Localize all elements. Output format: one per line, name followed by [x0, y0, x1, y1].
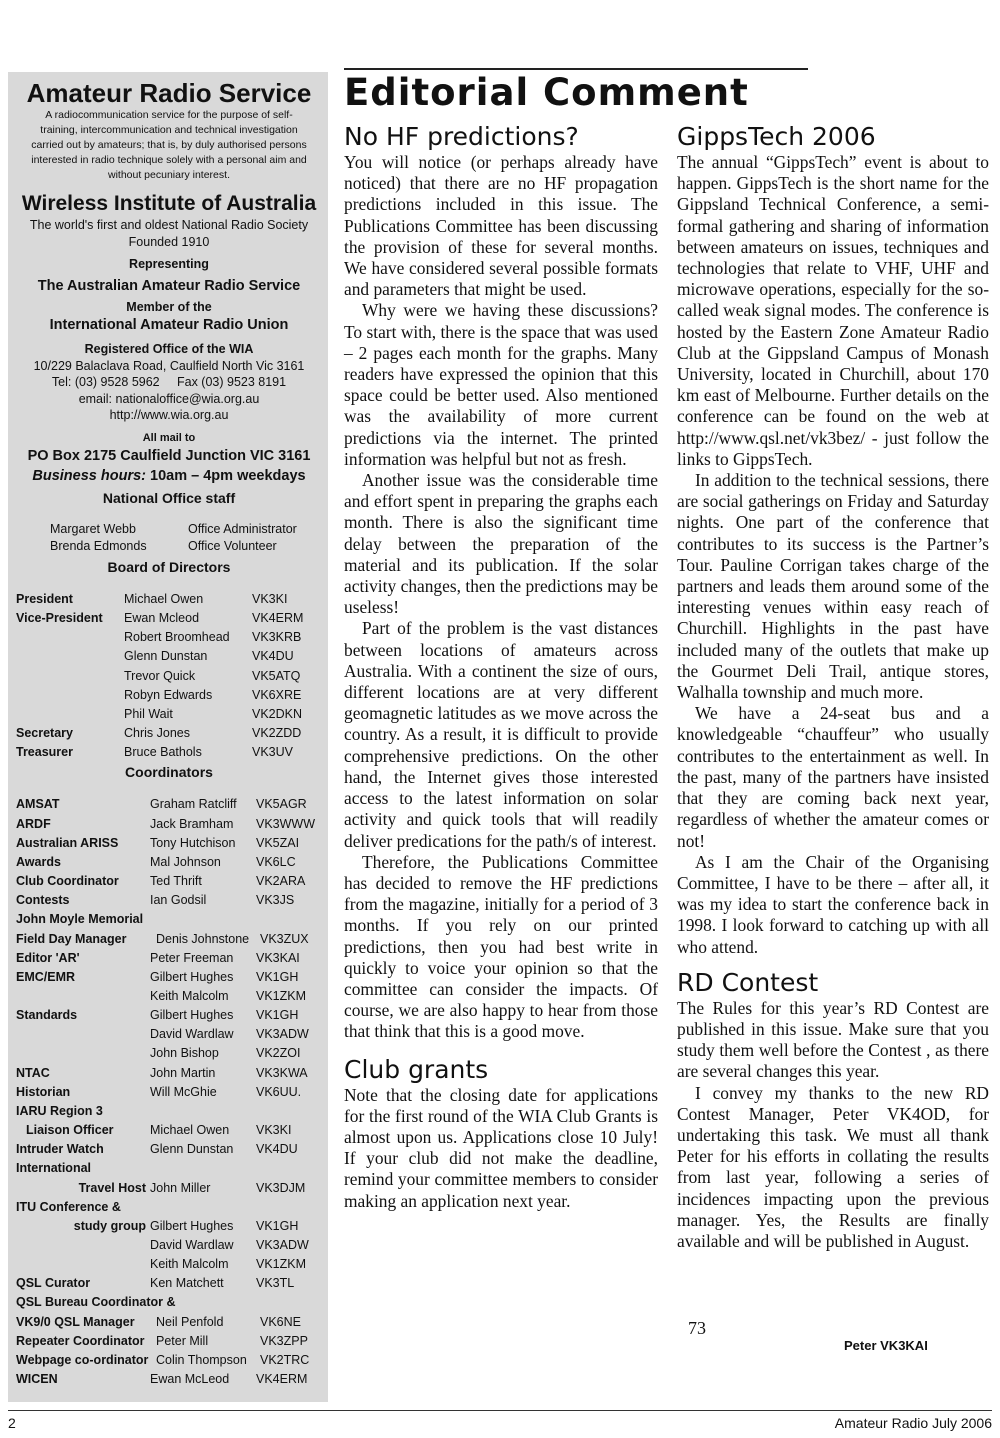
person-name: John Miller	[150, 1180, 211, 1195]
person-name: Ewan McLeod	[150, 1372, 230, 1387]
role-label: Treasurer	[16, 745, 73, 760]
coordinator-row	[16, 1006, 322, 1025]
office-website: http://www.wia.org.au	[109, 408, 229, 422]
role-label: International	[16, 1161, 92, 1176]
staff-role: Office Volunteer	[188, 539, 277, 553]
coordinator-row	[16, 853, 322, 872]
person-name: Glenn Dunstan	[150, 1142, 234, 1157]
person-name: Chris Jones	[124, 726, 190, 741]
page-footer	[8, 1410, 992, 1431]
business-hours	[16, 466, 322, 486]
coordinator-row	[16, 1236, 322, 1255]
office-phone: Tel: (03) 9528 5962 Fax (03) 9523 8191	[51, 375, 287, 389]
coordinator-row	[16, 872, 322, 891]
board-list	[16, 590, 322, 762]
callsign: VK1ZKM	[256, 1257, 307, 1272]
paragraph: Therefore, the Publications Committee has decided to remove the HF predictions from the magazine, initially for a period of 3 months. If you rely on our printed predictions, then you had best write in quickly to voice your opinion so that the committee can consider the impacts. Of course, we are also happy to hear from those that think that this is a good move.	[344, 851, 658, 1042]
section-title: RD Contest	[677, 967, 819, 997]
wia-info-sidebar	[8, 72, 328, 1402]
editorial-heading: Editorial Comment	[344, 71, 749, 114]
callsign: VK2ARA	[256, 874, 306, 889]
callsign: VK6XRE	[252, 687, 302, 702]
role-label: Historian	[16, 1084, 71, 1099]
person-name: David Wardlaw	[150, 1027, 234, 1042]
sidebar-title: Amateur Radio Service	[26, 78, 312, 108]
person-name: Peter Freeman	[150, 950, 234, 965]
coordinator-row	[16, 891, 322, 910]
role-label: WICEN	[16, 1372, 58, 1387]
coordinator-row	[16, 1044, 322, 1063]
person-name: Ian Godsil	[150, 893, 207, 908]
coordinator-row	[16, 1121, 322, 1140]
wia-title: Wireless Institute of Australia	[21, 192, 317, 215]
representing-label: Representing	[129, 257, 209, 271]
coordinator-row	[16, 1198, 322, 1217]
callsign: VK3ZUX	[260, 931, 309, 946]
paragraph: In addition to the technical sessions, there are social gatherings on Friday and Saturday nights. One part of the conference that contributes to its success is the Partner’s Tour. Pauline Corrigan takes charge of the partners and leads them around some of the interesting venues within easy reach of Churchill. Highlights in the past have included many of the outlets that make up the Gourmet Deli Trail, antique stores, Walhalla township and much more.	[677, 470, 989, 703]
person-name: Phil Wait	[124, 706, 173, 721]
coordinator-row	[16, 949, 322, 968]
person-name: Ted Thrift	[150, 874, 202, 889]
role-label: Field Day Manager	[16, 931, 127, 946]
person-name: Jack Bramham	[150, 816, 234, 831]
role-label	[16, 705, 124, 724]
person-name: David Wardlaw	[150, 1238, 234, 1252]
person-name: Will McGhie	[150, 1084, 217, 1099]
coordinator-row	[16, 1179, 322, 1198]
person-name: Graham Ratcliff	[150, 797, 237, 812]
board-heading: Board of Directors	[107, 559, 231, 575]
role-label	[16, 1255, 150, 1274]
person-name: Ken Matchett	[150, 1276, 224, 1291]
paragraph: You will notice (or perhaps already have noticed) that there are no HF propagation predictions included in this issue. The Publications Committee has been discussing the provision of these for several months. We have considered several possible formats and parameters that might be used.	[344, 152, 658, 300]
role-label: Club Coordinator	[16, 874, 119, 889]
coordinator-row	[16, 795, 322, 814]
coordinator-row	[16, 1274, 322, 1293]
callsign: VK5ZAI	[256, 835, 300, 850]
callsign: VK3KI	[252, 592, 288, 606]
coordinator-row	[16, 1140, 322, 1159]
definition-line: training, intercommunication and technical investigation	[40, 124, 298, 136]
role-label	[16, 628, 124, 647]
callsign: VK6LC	[256, 854, 296, 869]
callsign: VK2ZOI	[256, 1046, 301, 1061]
person-name: Robyn Edwards	[124, 687, 213, 702]
callsign: VK3DJM	[256, 1180, 306, 1195]
callsign: VK3ZPP	[260, 1333, 308, 1348]
paragraph: We have a 24-seat bus and a knowledgeable “chauffeur” who usually contributes to the entertainment as well. In the past, many of the partners have insisted that they are coming back next year, regardless of whether the amateur comes or not!	[677, 703, 989, 851]
mail-heading: All mail to	[142, 431, 196, 444]
director-row	[16, 686, 322, 705]
role-label: Editor 'AR'	[16, 950, 80, 965]
role-label: Standards	[16, 1008, 78, 1023]
callsign: VK2ZDD	[252, 726, 302, 741]
role-label: Liaison Officer	[26, 1123, 114, 1138]
person-name: Gilbert Hughes	[150, 1008, 234, 1023]
role-label: IARU Region 3	[16, 1103, 103, 1118]
person-name: Michael Owen	[124, 592, 204, 606]
callsign: VK6NE	[260, 1314, 301, 1329]
person-name: Bruce Bathols	[124, 745, 202, 760]
callsign: VK3ADW	[256, 1027, 309, 1042]
coordinator-row	[16, 1293, 322, 1312]
section-title: No HF predictions?	[344, 122, 579, 151]
coordinator-row	[16, 930, 322, 949]
callsign: VK1ZKM	[256, 988, 307, 1003]
person-name: John Bishop	[150, 1046, 219, 1061]
member-of-label: Member of the	[126, 299, 212, 314]
role-label: AMSAT	[16, 797, 60, 812]
hours-value: 10am – 4pm weekdays	[146, 468, 306, 484]
person-name: Keith Malcolm	[150, 1257, 229, 1272]
callsign: VK1GH	[256, 969, 299, 984]
paragraph: Another issue was the considerable time and effort spent in preparing the graphs each month. There is also the significant time delay between the preparation of the material and its publication. If the solar activity changes, then the predictions may be useless!	[344, 470, 658, 618]
role-label: President	[16, 592, 73, 606]
coordinator-row	[16, 1332, 322, 1351]
role-label	[16, 987, 150, 1006]
callsign: VK5AGR	[256, 797, 307, 812]
page-number: 2	[8, 1415, 16, 1431]
paragraph: The Rules for this year’s RD Contest are published in this issue. Make sure that you study them well before the Contest , as there are several changes this year.	[677, 997, 989, 1082]
office-email: email: nationaloffice@wia.org.au	[78, 391, 260, 406]
role-label	[16, 686, 124, 705]
coordinator-row	[16, 1351, 322, 1370]
paragraph: As I am the Chair of the Organising Committee, I have to be there – after all, it was my idea to start the conference back in 1998. I look forward to catching up with all who attend.	[677, 851, 989, 957]
person-name: Mal Johnson	[150, 854, 221, 869]
article-column-left	[344, 122, 658, 1212]
callsign: VK4DU	[252, 649, 294, 664]
callsign: VK2TRC	[260, 1352, 310, 1367]
role-label	[16, 1025, 150, 1044]
staff-list	[16, 521, 322, 555]
role-label: Contests	[16, 893, 70, 908]
coordinator-row	[16, 1083, 322, 1102]
paragraph: The annual “GippsTech” event is about to happen. GippsTech is the short name for the Gippsland Technical Conference, a semi-formal gathering and sharing of information between amateurs on issues, techniques and technologies that relate to VHF, UHF and microwave operations, especially for the so-called weak signal modes. The conference is hosted by the Eastern Zone Amateur Radio Club at the Gippsland Campus of Monash University, located in Churchill, about 170 km east of Melbourne. Further details on the conference can be found on the web at http://www.qsl.net/vk3bez/ - just follow the links to GippsTech.	[677, 152, 989, 469]
wia-subtitle: The world's first and oldest National Radio Society	[29, 218, 309, 232]
director-row	[16, 609, 322, 628]
callsign: VK3KAI	[256, 950, 300, 965]
coordinator-row	[16, 1102, 322, 1121]
wia-founded: Founded 1910	[128, 234, 210, 249]
role-label: ARDF	[16, 816, 51, 831]
director-row	[16, 667, 322, 686]
role-label: VK9/0 QSL Manager	[16, 1314, 135, 1329]
callsign: VK4ERM	[256, 1372, 308, 1387]
person-name: Neil Penfold	[156, 1314, 224, 1329]
person-name: Gilbert Hughes	[150, 969, 234, 984]
po-box: PO Box 2175 Caulfield Junction VIC 3161	[27, 448, 311, 464]
callsign: VK1GH	[256, 1008, 299, 1023]
director-row	[16, 628, 322, 647]
callsign: VK1GH	[256, 1218, 299, 1233]
role-label: Travel Host	[78, 1180, 146, 1195]
director-row	[16, 590, 322, 609]
staff-name: Margaret Webb	[50, 522, 136, 536]
callsign: VK3UV	[252, 745, 293, 760]
director-row	[16, 724, 322, 743]
callsign: VK3KWA	[256, 1065, 308, 1080]
coordinator-row	[16, 815, 322, 834]
person-name: Keith Malcolm	[150, 988, 229, 1003]
role-label: Repeater Coordinator	[16, 1333, 145, 1348]
coordinator-row	[16, 987, 322, 1006]
definition-line: without pecuniary interest.	[108, 169, 230, 181]
person-name: Robert Broomhead	[124, 630, 230, 645]
person-name: John Martin	[150, 1065, 216, 1080]
role-label: John Moyle Memorial	[16, 912, 144, 927]
staff-heading: National Office staff	[102, 490, 236, 506]
callsign: VK5ATQ	[252, 668, 301, 683]
callsign: VK3KI	[256, 1123, 292, 1138]
callsign: VK3ADW	[256, 1238, 309, 1252]
staff-role: Office Administrator	[188, 522, 297, 536]
magazine-issue: Amateur Radio July 2006	[834, 1415, 992, 1431]
definition-line: carried out by amateurs; that is, by duly authorised persons	[31, 139, 307, 151]
director-row	[16, 647, 322, 666]
section-title: GippsTech 2006	[677, 122, 876, 151]
callsign: VK4ERM	[252, 611, 304, 626]
coordinator-row	[16, 1370, 322, 1389]
person-name: Tony Hutchison	[150, 835, 236, 850]
person-name: Michael Owen	[150, 1123, 230, 1138]
person-name: Denis Johnstone	[156, 931, 250, 946]
role-label: EMC/EMR	[16, 969, 76, 984]
role-label: ITU Conference &	[16, 1199, 121, 1214]
coordinator-row	[16, 910, 322, 929]
person-name: Peter Mill	[156, 1333, 209, 1348]
role-label: Intruder Watch	[16, 1142, 104, 1157]
editorial-header	[344, 68, 808, 114]
role-label: NTAC	[16, 1065, 50, 1080]
paragraph: Note that the closing date for applications for the first round of the WIA Club Grants is almost upon us. Applications close 10 July! If your club did not make the deadline, remind your committee members to consider making an application next year.	[344, 1084, 658, 1211]
paragraph: Part of the problem is the vast distances between locations of amateurs across Australia. With a continent the size of ours, different locations are at very different geomagnetic latitudes as we move across the country. As a result, it is difficult to provide comprehensive predictions. On the other hand, the Internet gives those interested access to the latest information on solar activity and quick tools that will readily deliver predications for the path/s of interest.	[344, 618, 658, 851]
hours-label: Business hours:	[32, 468, 146, 484]
definition-line: interested in radio technique solely with a personal aim and	[31, 154, 307, 166]
callsign: VK6UU.	[256, 1084, 302, 1099]
person-name: Colin Thompson	[156, 1352, 247, 1367]
coordinators-heading: Coordinators	[125, 764, 213, 781]
person-name: Glenn Dunstan	[124, 649, 208, 664]
role-label: Australian ARISS	[16, 835, 119, 850]
role-label	[16, 1044, 150, 1063]
role-label: QSL Bureau Coordinator &	[16, 1295, 176, 1310]
service-name: The Australian Amateur Radio Service	[37, 277, 301, 294]
role-label: study group	[73, 1218, 146, 1233]
section-title: Club grants	[344, 1054, 489, 1084]
callsign: VK3KRB	[252, 630, 302, 645]
director-row	[16, 743, 322, 762]
iaru-name: International Amateur Radio Union	[49, 317, 289, 333]
callsign: VK2DKN	[252, 706, 303, 721]
office-address: 10/229 Balaclava Road, Caulfield North Vic 3161	[33, 358, 305, 373]
person-name: Gilbert Hughes	[150, 1218, 234, 1233]
coordinator-row	[16, 1064, 322, 1083]
coordinators-list	[16, 795, 322, 1389]
callsign: VK4DU	[256, 1142, 298, 1157]
callsign: VK3TL	[256, 1276, 295, 1291]
role-label: Awards	[16, 854, 61, 869]
coordinator-row	[16, 1255, 322, 1274]
author-signoff: Peter VK3KAI	[844, 1338, 928, 1353]
paragraph: Why were we having these discussions? To start with, there is the space that was used – 2 pages each month for the graphs. Many readers have expressed the opinion that this space could be better used. Also mentioned was the availability of more current predictions via the internet. The printed information was helpful but not as fresh.	[344, 300, 658, 469]
coordinator-row	[16, 834, 322, 853]
office-heading: Registered Office of the WIA	[84, 342, 254, 356]
coordinator-row	[16, 968, 322, 987]
coordinator-row	[16, 1313, 322, 1332]
role-label: QSL Curator	[16, 1276, 91, 1291]
handwritten-page-mark: 73	[688, 1318, 706, 1338]
role-label: Webpage co-ordinator	[16, 1352, 149, 1367]
role-label	[16, 1236, 150, 1255]
person-name: Trevor Quick	[124, 668, 196, 683]
callsign: VK3WWW	[256, 816, 316, 831]
director-row	[16, 705, 322, 724]
role-label	[16, 667, 124, 686]
role-label: Secretary	[16, 726, 73, 741]
role-label: Vice-President	[16, 611, 103, 626]
paragraph: I convey my thanks to the new RD Contest Manager, Peter VK4OD, for undertaking this task. We must all thank Peter for his efforts in collating the results from last year, following a series of incidences impacting upon the previous manager. Yes, the Results are finally available and will be published in August.	[677, 1082, 989, 1251]
callsign: VK3JS	[256, 893, 295, 908]
coordinator-row	[16, 1159, 322, 1178]
coordinator-row	[16, 1025, 322, 1044]
header-rule	[344, 68, 808, 70]
definition-line: A radiocommunication service for the purpose of self-	[45, 109, 293, 121]
article-column-right	[677, 122, 989, 1252]
coordinator-row	[16, 1217, 322, 1236]
person-name: Ewan Mcleod	[124, 611, 200, 626]
staff-name: Brenda Edmonds	[50, 539, 147, 553]
role-label	[16, 647, 124, 666]
